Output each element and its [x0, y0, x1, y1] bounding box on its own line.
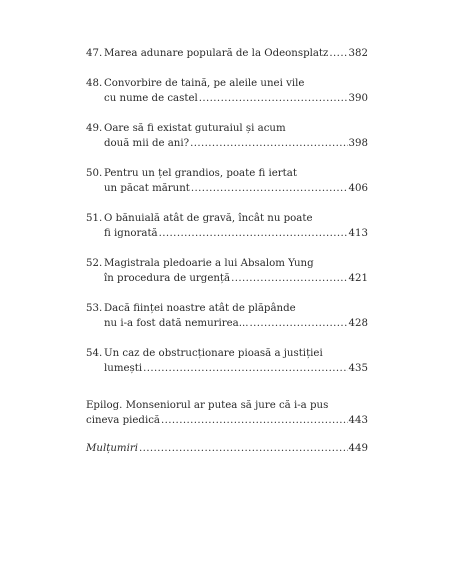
epilog-title-line: Epilog. Monseniorul ar putea să jure că i-a pus	[86, 400, 329, 411]
page-number: 398	[348, 138, 368, 149]
page-number: 406	[348, 183, 368, 194]
page-number: 435	[348, 363, 368, 374]
leader-dots	[139, 441, 348, 456]
page-number: 428	[348, 318, 368, 329]
chapter-number: 51.	[86, 213, 103, 224]
chapter-title-line: Dacă ființei noastre atât de plăpânde	[104, 303, 296, 314]
chapter-title-line: cu nume de castel	[104, 93, 198, 104]
leader-dots	[190, 136, 347, 151]
chapter-number: 48.	[86, 78, 103, 89]
chapter-number: 50.	[86, 168, 103, 179]
page-number: 390	[348, 93, 368, 104]
chapter-number: 47.	[86, 48, 103, 59]
chapter-title-line: nu i-a fost dată nemurirea...	[104, 318, 249, 329]
toc-entry-epilog	[86, 398, 368, 428]
chapter-title-line: O bănuială atât de gravă, încât nu poate	[104, 213, 313, 224]
leader-dots	[159, 226, 348, 241]
toc-entry-51	[86, 211, 368, 241]
toc-entry-52	[86, 256, 368, 286]
page-number: 382	[348, 48, 368, 59]
toc-entry-50	[86, 166, 368, 196]
chapter-title-line: un păcat mărunt	[104, 183, 190, 194]
chapter-title-line: lumești	[104, 363, 143, 374]
chapter-number: 52.	[86, 258, 103, 269]
toc-entry-48	[86, 76, 368, 106]
leader-dots	[231, 271, 347, 286]
leader-dots	[143, 361, 347, 376]
page-number: 413	[348, 228, 368, 239]
chapter-title-line: Convorbire de taină, pe aleile unei vile	[104, 78, 305, 89]
chapter-title-line: Un caz de obstrucționare pioasă a justiției	[104, 348, 323, 359]
leader-dots	[249, 316, 347, 331]
page-number: 449	[348, 443, 368, 454]
chapter-title-line: două mii de ani?	[104, 138, 190, 149]
toc-entry-54	[86, 346, 368, 376]
chapter-title-line: Pentru un țel grandios, poate fi iertat	[104, 168, 297, 179]
chapter-number: 54.	[86, 348, 103, 359]
leader-dots	[199, 91, 348, 106]
chapter-title-line: Oare să fi existat guturaiul și acum	[104, 123, 286, 134]
page-number: 421	[348, 273, 368, 284]
acknowledgments-title: Mulțumiri	[86, 443, 138, 454]
chapter-title-line: Marea adunare populară de la Odeonsplatz	[104, 48, 329, 59]
epilog-title-line: cineva piedică	[86, 415, 160, 426]
leader-dots	[329, 46, 347, 61]
page-number: 443	[348, 415, 368, 426]
toc-entry-53	[86, 301, 368, 331]
chapter-title-line: fi ignorată	[104, 228, 158, 239]
table-of-contents	[86, 46, 368, 456]
leader-dots	[161, 413, 348, 428]
leader-dots	[191, 181, 348, 196]
chapter-title-line: Magistrala pledoarie a lui Absalom Yung	[104, 258, 314, 269]
toc-entry-acknowledgments	[86, 441, 368, 456]
toc-entry-47	[86, 46, 368, 61]
chapter-number: 53.	[86, 303, 103, 314]
chapter-title-line: în procedura de urgență	[104, 273, 231, 284]
toc-entry-49	[86, 121, 368, 151]
chapter-number: 49.	[86, 123, 103, 134]
